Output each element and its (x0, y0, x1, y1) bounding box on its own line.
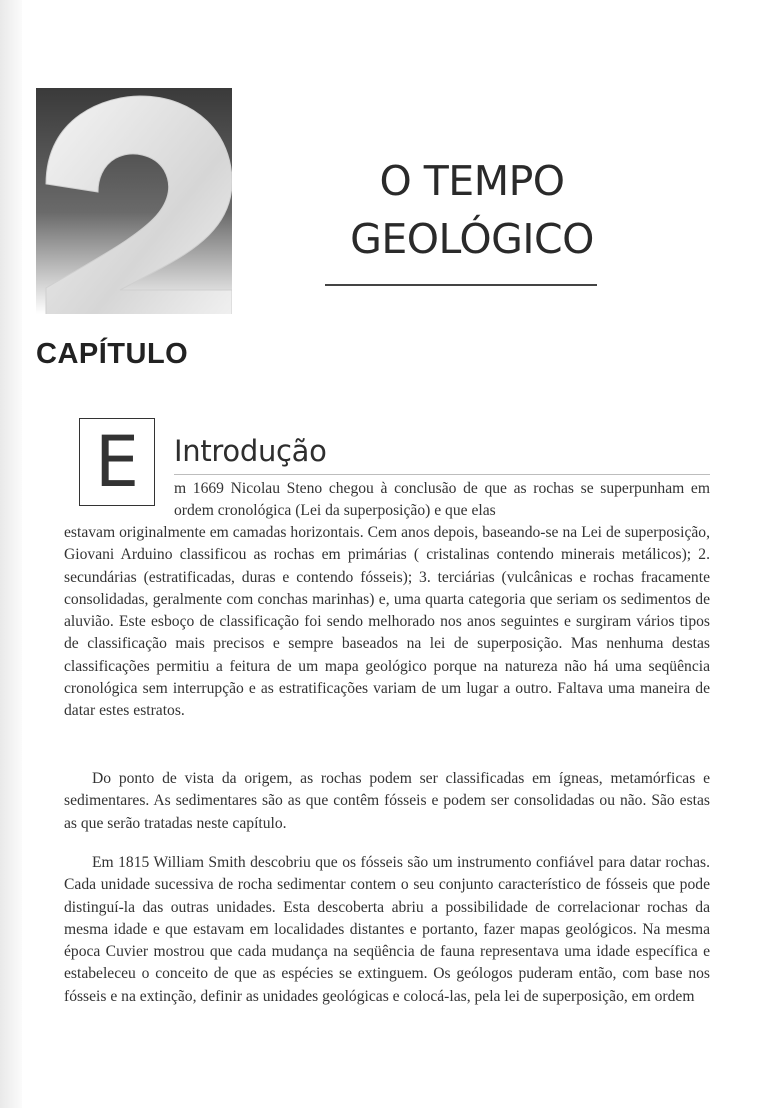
drop-cap: E (79, 418, 155, 506)
title-underline (325, 284, 597, 286)
chapter-title-line-2: GEOLÓGICO (350, 215, 594, 263)
page-edge-shadow (0, 0, 22, 1108)
paragraph-3: Em 1815 William Smith descobriu que os fósseis são um instrumento confiável para datar rochas. Cada unidade sucessiva de rocha sedimentar contem o seu conjunto característico de fósseis que pode distinguí-la das outras unidades. Esta descoberta abriu a possibilidade de correlacionar rochas da mesma idade e que estavam em localidades distantes e portanto, fazer mapas geológicos. Na mesma época Cuvier mostrou que cada mudança na seqüência de fauna representava uma idade específica e estabeleceu o conceito de que as espécies se extinguem. Os geólogos puderam então, com base nos fósseis e na extinção, definir as unidades geológicas e colocá-las, pela lei de superposição, em ordem (64, 854, 710, 1005)
paragraph-1-continued: estavam originalmente em camadas horizontais. Cem anos depois, baseando-se na Lei de superposição, Giovani Arduino classificou as rochas em primárias ( cristalinas contendo minerais metálicos); 2. secundárias (estratificadas, duras e contendo fósseis); 3. terciárias (vulcânicas e rochas fracamente consolidadas, geralmente com conchas marinhas) e, uma quarta categoria que seriam os sedimentos de aluvião. Este esboço de classificação foi sendo melhorado nos anos seguintes e surgiram vários tipos de classificação mais precisos e sempre baseados na lei de superposição. Mas nenhuma destas classificações permitiu a feitura de um mapa geológico porque na natureza não há uma seqüência cronológica sem interrupção e as estratificações variam de um lugar a outro. Faltava uma maneira de datar estes estratos. (64, 524, 710, 720)
paragraph-2: Do ponto de vista da origem, as rochas podem ser classificadas em ígneas, metamórficas e sedimentares. As sedimentares são as que contêm fósseis e podem ser consolidadas ou não. São estas as que serão tratadas neste capítulo. (64, 770, 710, 832)
chapter-label: CAPÍTULO (36, 338, 189, 370)
section-heading-rule (174, 474, 710, 475)
chapter-number-graphic (36, 88, 232, 314)
section-heading: Introdução (174, 434, 327, 468)
chapter-title (322, 152, 622, 268)
chapter-title-line-1: O TEMPO (379, 157, 565, 205)
paragraph-1-opening: m 1669 Nicolau Steno chegou à conclusão de que as rochas se superpunham em ordem cronológica (Lei da superposição) e que elas (174, 480, 710, 520)
